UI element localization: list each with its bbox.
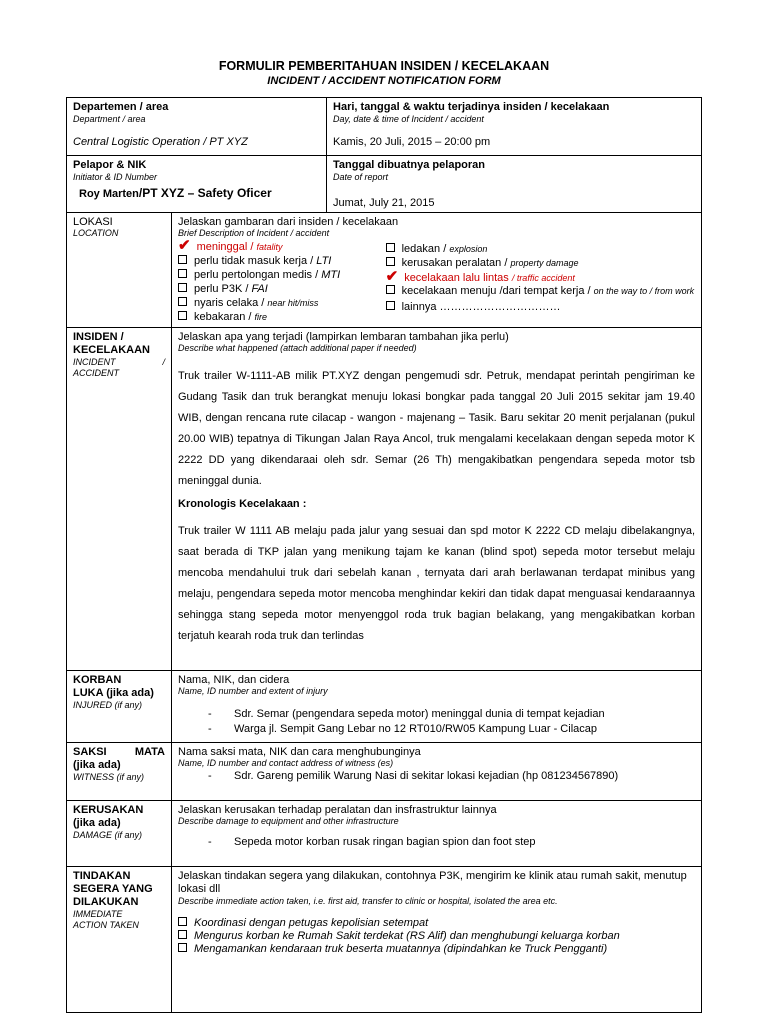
action-desc-cell	[172, 867, 702, 1013]
location-label-cell	[67, 213, 172, 328]
department-cell	[67, 98, 327, 156]
incident-desc-sublabel: Describe what happened (attach additional paper if needed)	[178, 343, 417, 353]
reporter-company: /PT XYZ – Safety Oficer	[138, 186, 272, 200]
incident-datetime-value: Kamis, 20 Juli, 2015 – 20:00 pm	[333, 136, 491, 148]
damage-desc-label: Jelaskan kerusakan terhadap peralatan dan insfrastruktur lainnya	[178, 804, 497, 816]
action-list	[178, 917, 695, 956]
incident-sublabel-2: ACCIDENT	[73, 368, 120, 378]
injured-list	[178, 707, 695, 737]
row-department	[67, 98, 702, 156]
report-date-label: Tanggal dibuatnya pelaporan	[333, 159, 485, 171]
damage-label: KERUSAKAN (jika ada)	[73, 804, 144, 829]
action-desc-sublabel: Describe immediate action taken, i.e. first aid, transfer to clinic or hospital, isolated the area etc.	[178, 896, 558, 906]
option-explosion[interactable]: ledakan / explosion	[386, 242, 695, 256]
checkbox-icon	[386, 285, 395, 294]
row-location	[67, 213, 702, 328]
row-injured	[67, 671, 702, 743]
damage-sublabel: DAMAGE (if any)	[73, 830, 143, 840]
location-desc-label: Jelaskan gambaran dari insiden / kecelakaan	[178, 216, 399, 228]
list-item: - Sdr. Semar (pengendara sepeda motor) meninggal dunia di tempat kejadian	[208, 708, 605, 720]
reporter-value	[79, 186, 320, 200]
department-sublabel: Department / area	[73, 114, 146, 124]
action-label-cell	[67, 867, 172, 1013]
witness-sublabel: WITNESS (if any)	[73, 772, 145, 782]
option-near-miss[interactable]: nyaris celaka / near hit/miss	[178, 296, 386, 310]
chronology-title: Kronologis Kecelakaan :	[178, 498, 307, 510]
form-title-english: INCIDENT / ACCIDENT NOTIFICATION FORM	[267, 75, 501, 87]
location-options-left	[178, 239, 386, 324]
incident-sublabel: INCIDENT /	[73, 357, 165, 367]
row-incident	[67, 328, 702, 671]
chronology-description: Truk trailer W 1111 AB melaju pada jalur yang sesuai dan spd motor K 2222 CD melaju dibelakangnya, saat berada di TKP jalan yang menikung tajam ke kanan (blind spot) sepeda motor tersebut melaju mencoba mendahului truk dari sebelah kanan , ternyata dari arah berlawanan terdapat minibus yang melaju, pengendara sepeda motor mencoba menghindar kekiri dan tidak dapat menguasai kendaraannya sehingga stang sepeda motor menyenggol roda truk bagian belakang, yang mengakibatkan korban terjatuh kearah roda truk dan terlindas	[178, 525, 696, 642]
form-title: FORMULIR PEMBERITAHUAN INSIDEN / KECELAKAAN	[218, 59, 550, 73]
option-other[interactable]: lainnya ……………………………	[386, 300, 695, 314]
checkbox-icon	[178, 943, 187, 952]
notification-form-table	[66, 97, 702, 1013]
option-property-damage[interactable]: kerusakan peralatan / property damage	[386, 256, 695, 270]
incident-datetime-cell	[327, 98, 702, 156]
list-item: - Warga jl. Sempit Gang Lebar no 12 RT010/RW05 Kampung Luar - Cilacap	[208, 723, 597, 735]
injured-label-cell	[67, 671, 172, 743]
injured-sublabel: INJURED (if any)	[73, 700, 143, 710]
witness-desc-label: Nama saksi mata, NIK dan cara menghubunginya	[178, 746, 421, 758]
incident-description: Truk trailer W-1111-AB milik PT.XYZ dengan pengemudi sdr. Petruk, mendapat perintah pengiriman ke Gudang Tasik dan truk berangkat menuju lokasi bongkar pada tanggal 20 Juli 2015 sekitar jam 19.40 WIB, dengan rencana rute cilacap - wangon - majenang – Tasik. Baru sekitar 20 menit perjalanan (pukul 20.00 WIB) tepatnya di Tikungan Jalan Raya Ancol, truk mengalami kecelakaan dengan sepeda motor K 2222 DD yang dikendaraai oleh sdr. Semar (26 Th) mengakibatkan pengendara sepeda motor tsb meninggal dunia.	[178, 370, 696, 487]
location-options	[178, 239, 695, 324]
action-label: TINDAKAN SEGERA YANG DILAKUKAN	[73, 870, 153, 908]
checkbox-icon	[178, 917, 187, 926]
row-damage	[67, 801, 702, 867]
checkbox-icon	[178, 930, 187, 939]
report-date-value: Jumat, July 21, 2015	[333, 197, 435, 209]
checkmark-icon: ✔	[178, 237, 191, 254]
department-label: Departemen / area	[73, 101, 169, 113]
list-item: - Sdr. Gareng pemilik Warung Nasi di sekitar lokasi kejadian (hp 081234567890)	[208, 770, 619, 782]
witness-label-cell	[67, 743, 172, 801]
department-value: Central Logistic Operation / PT XYZ	[73, 136, 248, 148]
list-item: Mengamankan kendaraan truk beserta muatannya (dipindahkan ke Truck Pengganti)	[178, 943, 695, 956]
option-fire[interactable]: kebakaran / fire	[178, 310, 386, 324]
checkmark-icon: ✔	[385, 268, 399, 285]
location-label: LOKASI	[73, 216, 113, 228]
checkbox-icon	[386, 257, 395, 266]
damage-desc-cell	[172, 801, 702, 867]
reporter-cell	[67, 156, 327, 213]
incident-datetime-label: Hari, tanggal & waktu terjadinya insiden / kecelakaan	[333, 101, 610, 113]
checkbox-icon	[178, 283, 187, 292]
witness-desc-sublabel: Name, ID number and contact address of witness (es)	[178, 758, 394, 768]
row-witness	[67, 743, 702, 801]
list-item: Koordinasi dengan petugas kepolisian setempat	[178, 917, 695, 930]
reporter-label: Pelapor & NIK	[73, 159, 147, 171]
injured-desc-sublabel: Name, ID number and extent of injury	[178, 686, 328, 696]
report-date-sublabel: Date of report	[333, 172, 389, 182]
location-desc-sublabel: Brief Description of Incident / accident	[178, 228, 330, 238]
location-options-right	[386, 239, 695, 324]
option-mti[interactable]: perlu pertolongan medis / MTI	[178, 268, 386, 282]
checkbox-icon	[178, 311, 187, 320]
witness-desc-cell	[172, 743, 702, 801]
location-desc-cell	[172, 213, 702, 328]
report-date-cell	[327, 156, 702, 213]
incident-label-cell	[67, 328, 172, 671]
witness-label: SAKSI MATA	[73, 746, 165, 758]
injured-label: KORBAN LUKA (jika ada)	[73, 674, 154, 699]
list-item: - Sepeda motor korban rusak ringan bagian spion dan foot step	[208, 836, 536, 848]
injured-desc-cell	[172, 671, 702, 743]
checkbox-icon	[178, 269, 187, 278]
witness-label-2: (jika ada)	[73, 759, 121, 771]
option-fatality[interactable]: ✔ meninggal / fatality	[178, 237, 283, 254]
checkbox-icon	[178, 255, 187, 264]
option-lti[interactable]: perlu tidak masuk kerja / LTI	[178, 254, 386, 268]
incident-desc-label: Jelaskan apa yang terjadi (lampirkan lembaran tambahan jika perlu)	[178, 331, 509, 343]
damage-desc-sublabel: Describe damage to equipment and other infrastructure	[178, 816, 399, 826]
checkbox-icon	[386, 301, 395, 310]
damage-label-cell	[67, 801, 172, 867]
reporter-sublabel: Initiator & ID Number	[73, 172, 158, 182]
location-sublabel: LOCATION	[73, 228, 119, 238]
checkbox-icon	[178, 297, 187, 306]
reporter-name: Roy Marten	[79, 188, 139, 200]
incident-label: INSIDEN / KECELAKAAN	[73, 331, 150, 356]
action-desc-label: Jelaskan tindakan segera yang dilakukan, contohnya P3K, mengirim ke klinik atau rumah sakit, menutup lokasi dll	[178, 870, 687, 895]
action-sublabel: IMMEDIATE ACTION TAKEN	[73, 909, 139, 930]
option-traffic-accident[interactable]: ✔ kecelakaan lalu lintas / traffic accident	[385, 268, 575, 285]
option-fai[interactable]: perlu P3K / FAI	[178, 282, 386, 296]
list-item: Mengurus korban ke Rumah Sakit terdekat (RS Alif) dan menghubungi keluarga korban	[178, 930, 695, 943]
row-action	[67, 867, 702, 1013]
option-commute-accident[interactable]: kecelakaan menuju /dari tempat kerja / on the way to / from work	[386, 285, 695, 297]
row-reporter	[67, 156, 702, 213]
incident-datetime-sublabel: Day, date & time of Incident / accident	[333, 114, 484, 124]
injured-desc-label: Nama, NIK, dan cidera	[178, 674, 290, 686]
checkbox-icon	[386, 243, 395, 252]
incident-desc-cell	[172, 328, 702, 671]
